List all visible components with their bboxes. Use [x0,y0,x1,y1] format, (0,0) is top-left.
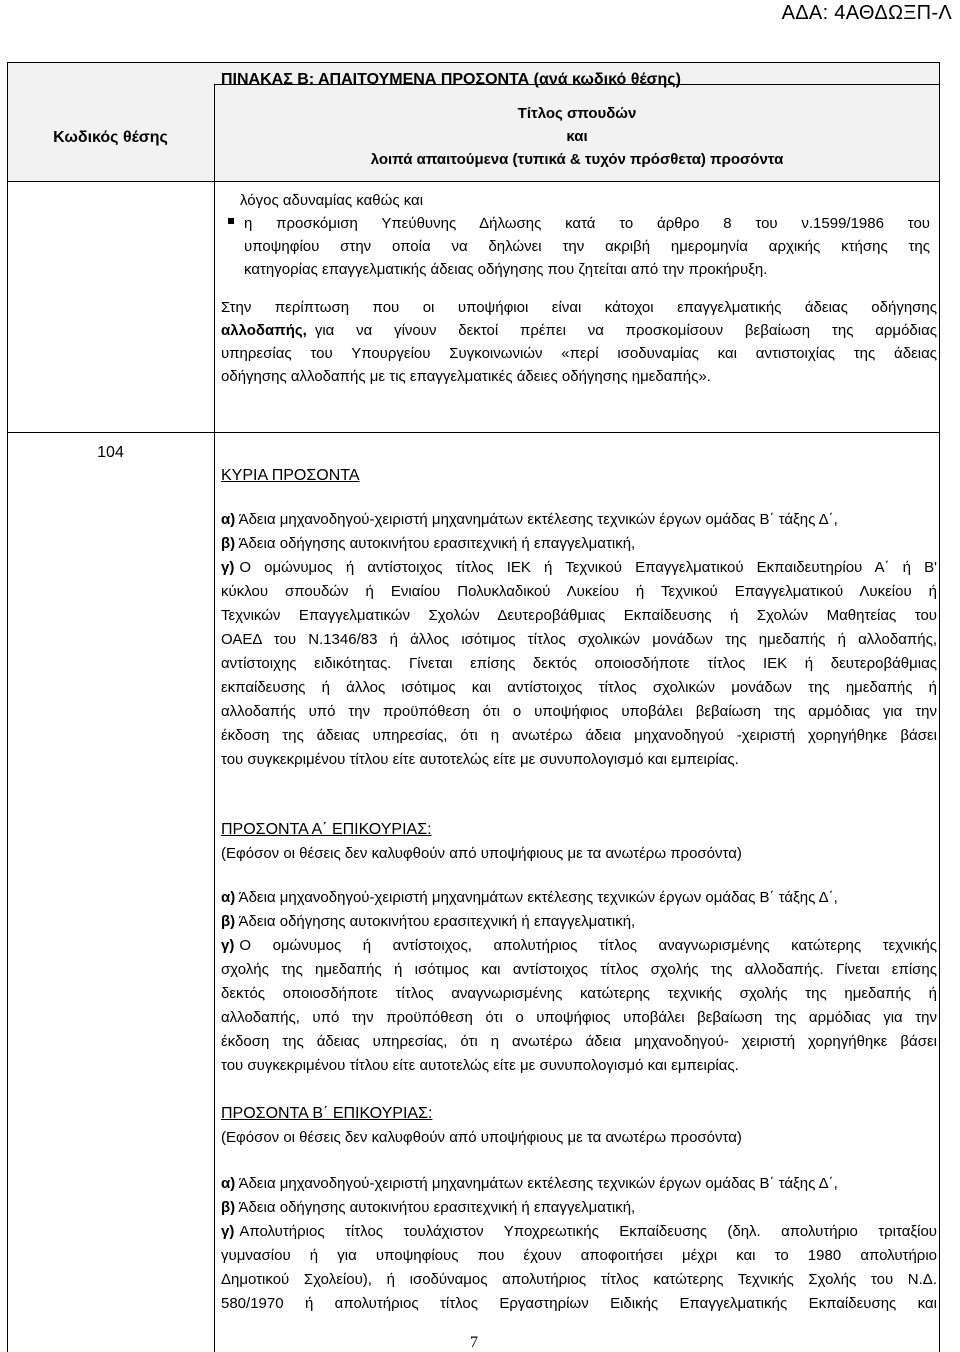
requirements-table [7,62,940,1352]
epik-a-note: (Εφόσον οι θέσεις δεν καλυφθούν από υποψήφιους με τα ανωτέρω προσόντα) [221,845,742,862]
kyria-c-line: του συγκεκριμένου τίτλου είτε αυτοτελώς είτε με συνυπολογισμό και εμπειρίας. [221,751,739,768]
col-header-title-line1: Τίτλος σπουδών [517,105,637,122]
cont-para-line: Στην περίπτωση που οι υποψήφιοι είναι κάτοχοι επαγγελματικής άδειας οδήγησης [221,299,937,316]
table-border-top [7,62,940,63]
kyria-c-line: αντίστοιχης ειδικότητας. Γίνεται επίσης δεκτός οποιοσδήποτε τίτλος ΙΕΚ ή δευτεροβάθμιας [221,655,937,672]
epik-b-note: (Εφόσον οι θέσεις δεν καλυφθούν από υποψήφιους με τα ανωτέρω προσόντα) [221,1129,742,1146]
position-code: 104 [97,444,124,461]
table-border-right [939,62,940,1352]
epik-b-c-line: γυμνασίου ή για υποψηφίους που έχουν αποφοιτήσει μέχρι και το 1980 απολυτήριο [221,1247,937,1264]
epik-b-heading: ΠΡΟΣΟΝΤΑ Β΄ ΕΠΙΚΟΥΡΙΑΣ: [221,1105,433,1122]
cont-para-text: για να γίνουν δεκτοί πρέπει να προσκομίσουν βεβαίωση της αρμόδιας [314,322,937,339]
kyria-c-line: εκπαίδευσης ή άλλος ισότιμος και αντίστοιχος τίτλος σχολικών μονάδων της ημεδαπής ή [221,679,937,696]
epik-a-item-c: γ) Ο ομώνυμος ή αντίστοιχος, απολυτήριος τίτλος αναγνωρισμένης κατώτερης τεχνικής [221,937,937,954]
column-divider [214,84,215,1352]
epik-a-c-line: σχολής της ημεδαπής ή ισότιμος και αντίστοιχος τίτλος σχολής της αλλοδαπής. Γίνεται επίσης [221,961,937,978]
epik-b-c-line: Δημοτικού Σχολείου), ή ισοδύναμος απολυτήριος τίτλος κατώτερης Τεχνικής Σχολής του Ν.Δ. [221,1271,937,1288]
col-header-code: Κωδικός θέσης [53,129,168,146]
kyria-c-line: Τεχνικών Επαγγελματικών Σχολών Δευτεροβάθμιας Εκπαίδευσης ή Σχολών Μαθητείας του [221,607,937,624]
kyria-c-line: ΟΑΕΔ του Ν.1346/83 ή άλλος ισότιμος τίτλος σχολικών μονάδων της ημεδαπής ή αλλοδαπής, [221,631,937,648]
table-title: ΠΙΝΑΚΑΣ Β: ΑΠΑΙΤΟΥΜΕΝΑ ΠΡΟΣΟΝΤΑ (ανά κωδικό θέσης) [221,71,681,88]
epik-b-item-c: γ) Απολυτήριος τίτλος τουλάχιστον Υποχρεωτικής Εκπαίδευσης (δηλ. απολυτήριο τριταξίου [221,1223,937,1240]
header-divider [7,181,940,182]
kyria-item-c: γ) Ο ομώνυμος ή αντίστοιχος τίτλος ΙΕΚ ή Τεχνικού Επαγγελματικού Εκπαιδευτηρίου Α΄ ή Β' [221,559,937,576]
kyria-item-b: β) Άδεια οδήγησης αυτοκινήτου ερασιτεχνική ή επαγγελματική, [221,535,636,552]
kyria-c-line: έκδοση της άδειας υπηρεσίας, ότι η ανωτέρω άδεια μηχανοδηγού -χειριστή χορηγήθηκε βάσει [221,727,937,744]
page-number: 7 [470,1334,478,1351]
cont-para-line: υπηρεσίας του Υπουργείου Συγκοινωνιών «περί ισοδυναμίας και αντιστοιχίας της άδειας [221,345,937,362]
kyria-heading: ΚΥΡΙΑ ΠΡΟΣΟΝΤΑ [221,467,360,484]
kyria-c-line: κύκλου σπουδών ή Ενιαίου Πολυκλαδικού Λυκείου ή Τεχνικού Επαγγελματικού Λυκείου ή [221,583,937,600]
epik-a-item-a: α) Άδεια μηχανοδηγού-χειριστή μηχανημάτων εκτέλεσης τεχνικών έργων ομάδας Β΄ τάξης Δ΄, [221,889,838,906]
epik-a-heading: ΠΡΟΣΟΝΤΑ Α΄ ΕΠΙΚΟΥΡΙΑΣ: [221,821,432,838]
kyria-c-line: αλλοδαπής υπό την προϋπόθεση ότι ο υποψήφιος υποβάλει βεβαίωση της αρμόδιας για την [221,703,937,720]
col-header-title-line2: και [566,128,588,145]
epik-b-item-b: β) Άδεια οδήγησης αυτοκινήτου ερασιτεχνική ή επαγγελματική, [221,1199,636,1216]
epik-a-c-line: δεκτός οποιοσδήποτε τίτλος αναγνωρισμένης κατώτερης τεχνικής σχολής της ημεδαπής ή [221,985,937,1002]
cont-para-line: οδήγησης αλλοδαπής με τις επαγγελματικές άδειες οδήγησης ημεδαπής». [221,368,711,385]
table-border-left [7,62,8,1352]
epik-a-item-b: β) Άδεια οδήγησης αυτοκινήτου ερασιτεχνική ή επαγγελματική, [221,913,636,930]
epik-a-c-line: έκδοση της άδειας υπηρεσίας, ότι η ανωτέρω άδεια μηχανοδηγού- χειριστή χορηγήθηκε βάσει [221,1033,937,1050]
cont-bullet-line: κατηγορίας επαγγελματικής άδειας οδήγησης που ζητείται από την προκήρυξη. [244,261,768,278]
cont-bullet-line: υποψηφίου στην οποία να δηλώνει την ακριβή ημερομηνία αρχικής κτήσης της [244,238,930,255]
bold-word: αλλοδαπής, [221,322,307,339]
epik-a-c-line: αλλοδαπής, υπό την προϋπόθεση ότι ο υποψήφιος υποβάλει βεβαίωση της αρμόδιας για την [221,1009,937,1026]
ada-code: ΑΔΑ: 4ΑΘΔΩΞΠ-Λ [781,2,952,24]
cont-first-line: λόγος αδυναμίας καθώς και [240,192,424,209]
cont-bullet-line: η προσκόμιση Υπεύθυνης Δήλωσης κατά το άρθρο 8 του ν.1599/1986 του [244,215,930,232]
epik-b-c-line: 580/1970 ή απολυτήριος τίτλος Εργαστηρίων Ειδικής Επαγγελματικής Εκπαίδευσης και [221,1295,937,1312]
epik-b-item-a: α) Άδεια μηχανοδηγού-χειριστή μηχανημάτων εκτέλεσης τεχνικών έργων ομάδας Β΄ τάξης Δ΄, [221,1175,838,1192]
cont-para-line-with-bold [221,319,937,342]
bullet-icon [228,218,234,224]
row-divider [7,432,940,433]
epik-a-c-line: του συγκεκριμένου τίτλου είτε αυτοτελώς είτε με συνυπολογισμό και εμπειρίας. [221,1057,739,1074]
kyria-item-a: α) Άδεια μηχανοδηγού-χειριστή μηχανημάτων εκτέλεσης τεχνικών έργων ομάδας Β΄ τάξης Δ΄, [221,511,838,528]
col-header-title-line3: λοιπά απαιτούμενα (τυπικά & τυχόν πρόσθετα) προσόντα [370,151,784,168]
